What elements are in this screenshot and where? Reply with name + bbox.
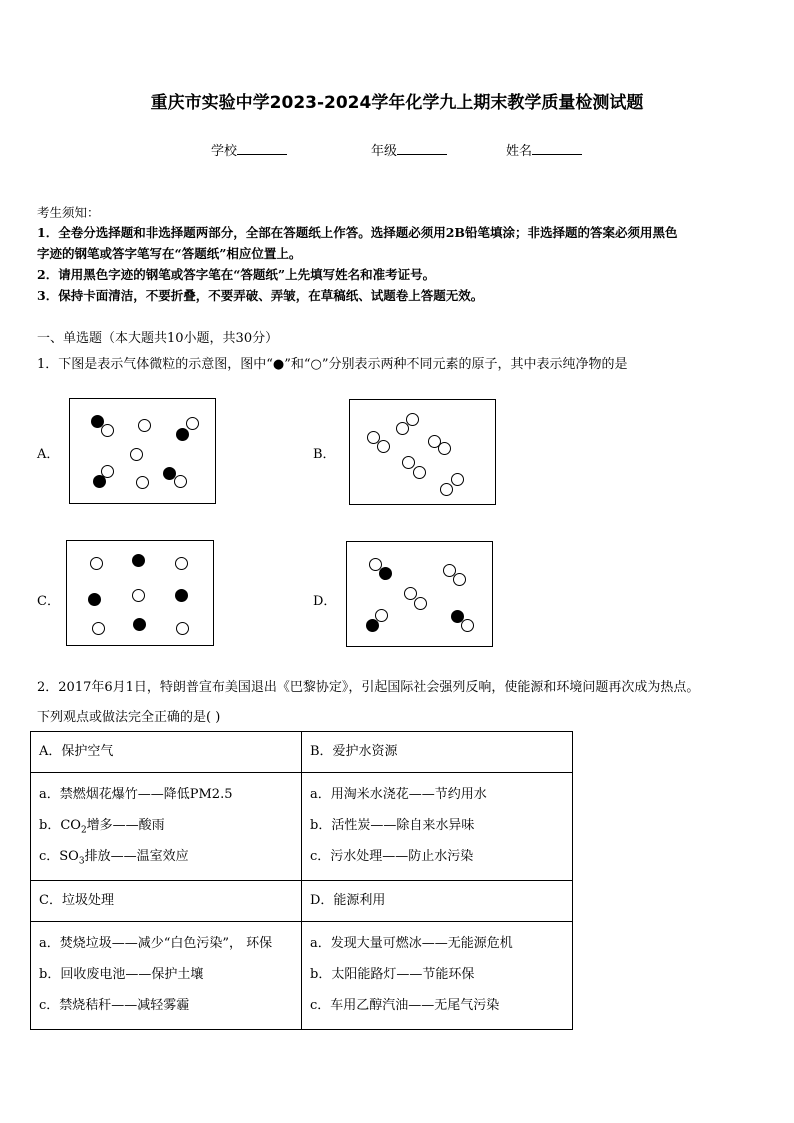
list-item: c．污水处理——防止水污染	[310, 849, 474, 864]
black-atom	[88, 593, 101, 606]
white-atom	[130, 448, 143, 461]
question-1-stem: 1．下图是表示气体微粒的示意图，图中“●”和“○”分别表示两种不同元素的原子，其中表示纯净物的是	[37, 357, 628, 372]
list-item: a．用淘米水浇花——节约用水	[310, 787, 487, 802]
option-c-label: C．	[37, 594, 60, 609]
grade-label: 年级	[371, 144, 398, 159]
list-item: a．禁燃烟花爆竹——降低PM2.5	[39, 787, 233, 802]
white-atom	[453, 573, 466, 586]
name-blank	[532, 142, 582, 155]
list-item: b．$CO_2$增多——酸雨	[39, 818, 165, 836]
notice-line-3: 2．请用黑色字迹的钢笔或答字笔在“答题纸”上先填写姓名和准考证号。	[37, 267, 436, 282]
white-atom	[101, 424, 114, 437]
option-b-diagram	[349, 399, 496, 505]
name-label: 姓名	[506, 144, 533, 159]
notice-line-2: 字迹的钢笔或答字笔写在“答题纸”相应位置上。	[37, 246, 302, 261]
white-atom	[438, 442, 451, 455]
white-atom	[377, 440, 390, 453]
cell-d-title: D．能源利用	[302, 881, 573, 922]
list-item: c．$SO_3$排放——温室效应	[39, 849, 189, 867]
option-c-diagram	[66, 540, 214, 646]
cell-b-title: B．爱护水资源	[302, 732, 573, 773]
white-atom	[174, 475, 187, 488]
page-title: 重庆市实验中学2023-2024学年化学九上期末教学质量检测试题	[150, 93, 644, 113]
white-atom	[461, 619, 474, 632]
white-atom	[451, 473, 464, 486]
black-atom	[93, 475, 106, 488]
list-item: a．焚烧垃圾——减少“白色污染”， 环保	[39, 936, 273, 951]
white-atom	[186, 417, 199, 430]
grade-blank	[397, 142, 447, 155]
option-b-label: B．	[313, 447, 336, 462]
white-atom	[92, 622, 105, 635]
black-atom	[175, 589, 188, 602]
list-item: a．发现大量可燃冰——无能源危机	[310, 936, 513, 951]
white-atom	[440, 483, 453, 496]
school-label: 学校	[211, 144, 238, 159]
list-item: b．回收废电池——保护土壤	[39, 967, 204, 982]
white-atom	[176, 622, 189, 635]
cell-b-items	[302, 773, 573, 881]
white-atom	[138, 419, 151, 432]
cell-c-items	[31, 922, 302, 1030]
white-atom	[413, 466, 426, 479]
cell-c-title: C．垃圾处理	[31, 881, 302, 922]
list-item: b．太阳能路灯——节能环保	[310, 967, 475, 982]
black-atom	[366, 619, 379, 632]
black-atom	[133, 618, 146, 631]
question-2-stem: 2．2017年6月1日，特朗普宣布美国退出《巴黎协定》，引起国际社会强列反响，使能源和环境问题再次成为热点。	[37, 680, 700, 695]
white-atom	[414, 597, 427, 610]
white-atom	[90, 557, 103, 570]
list-item: c．禁烧秸秆——减轻雾霾	[39, 998, 190, 1013]
option-a-diagram	[69, 398, 216, 504]
option-a-label: A．	[37, 447, 60, 462]
list-item: b．活性炭——除自来水异味	[310, 818, 475, 833]
white-atom	[402, 456, 415, 469]
notice-heading: 考生须知：	[37, 205, 100, 220]
name-field	[506, 140, 582, 159]
option-d-diagram	[346, 541, 493, 647]
cell-a-title: A．保护空气	[31, 732, 302, 773]
school-field	[211, 140, 287, 159]
notice-line-4: 3．保持卡面清洁，不要折叠，不要弄破、弄皱，在草稿纸、试题卷上答题无效。	[37, 288, 484, 303]
list-item: c．车用乙醇汽油——无尾气污染	[310, 998, 500, 1013]
notice-line-1: 1．全卷分选择题和非选择题两部分，全部在答题纸上作答。选择题必须用2B铅笔填涂；非选择题的答案必须用黑色	[37, 225, 678, 240]
white-atom	[406, 413, 419, 426]
question-2-prompt: 下列观点或做法完全正确的是( )	[37, 710, 221, 725]
white-atom	[136, 476, 149, 489]
black-atom	[132, 554, 145, 567]
question-2-options-table	[30, 731, 573, 1030]
black-atom	[176, 428, 189, 441]
grade-field	[371, 140, 447, 159]
cell-a-items	[31, 773, 302, 881]
black-atom	[379, 567, 392, 580]
section-heading: 一、单选题（本大题共10小题，共30分）	[37, 331, 279, 346]
school-blank	[237, 142, 287, 155]
cell-d-items	[302, 922, 573, 1030]
white-atom	[132, 589, 145, 602]
option-d-label: D．	[313, 594, 337, 609]
white-atom	[175, 557, 188, 570]
